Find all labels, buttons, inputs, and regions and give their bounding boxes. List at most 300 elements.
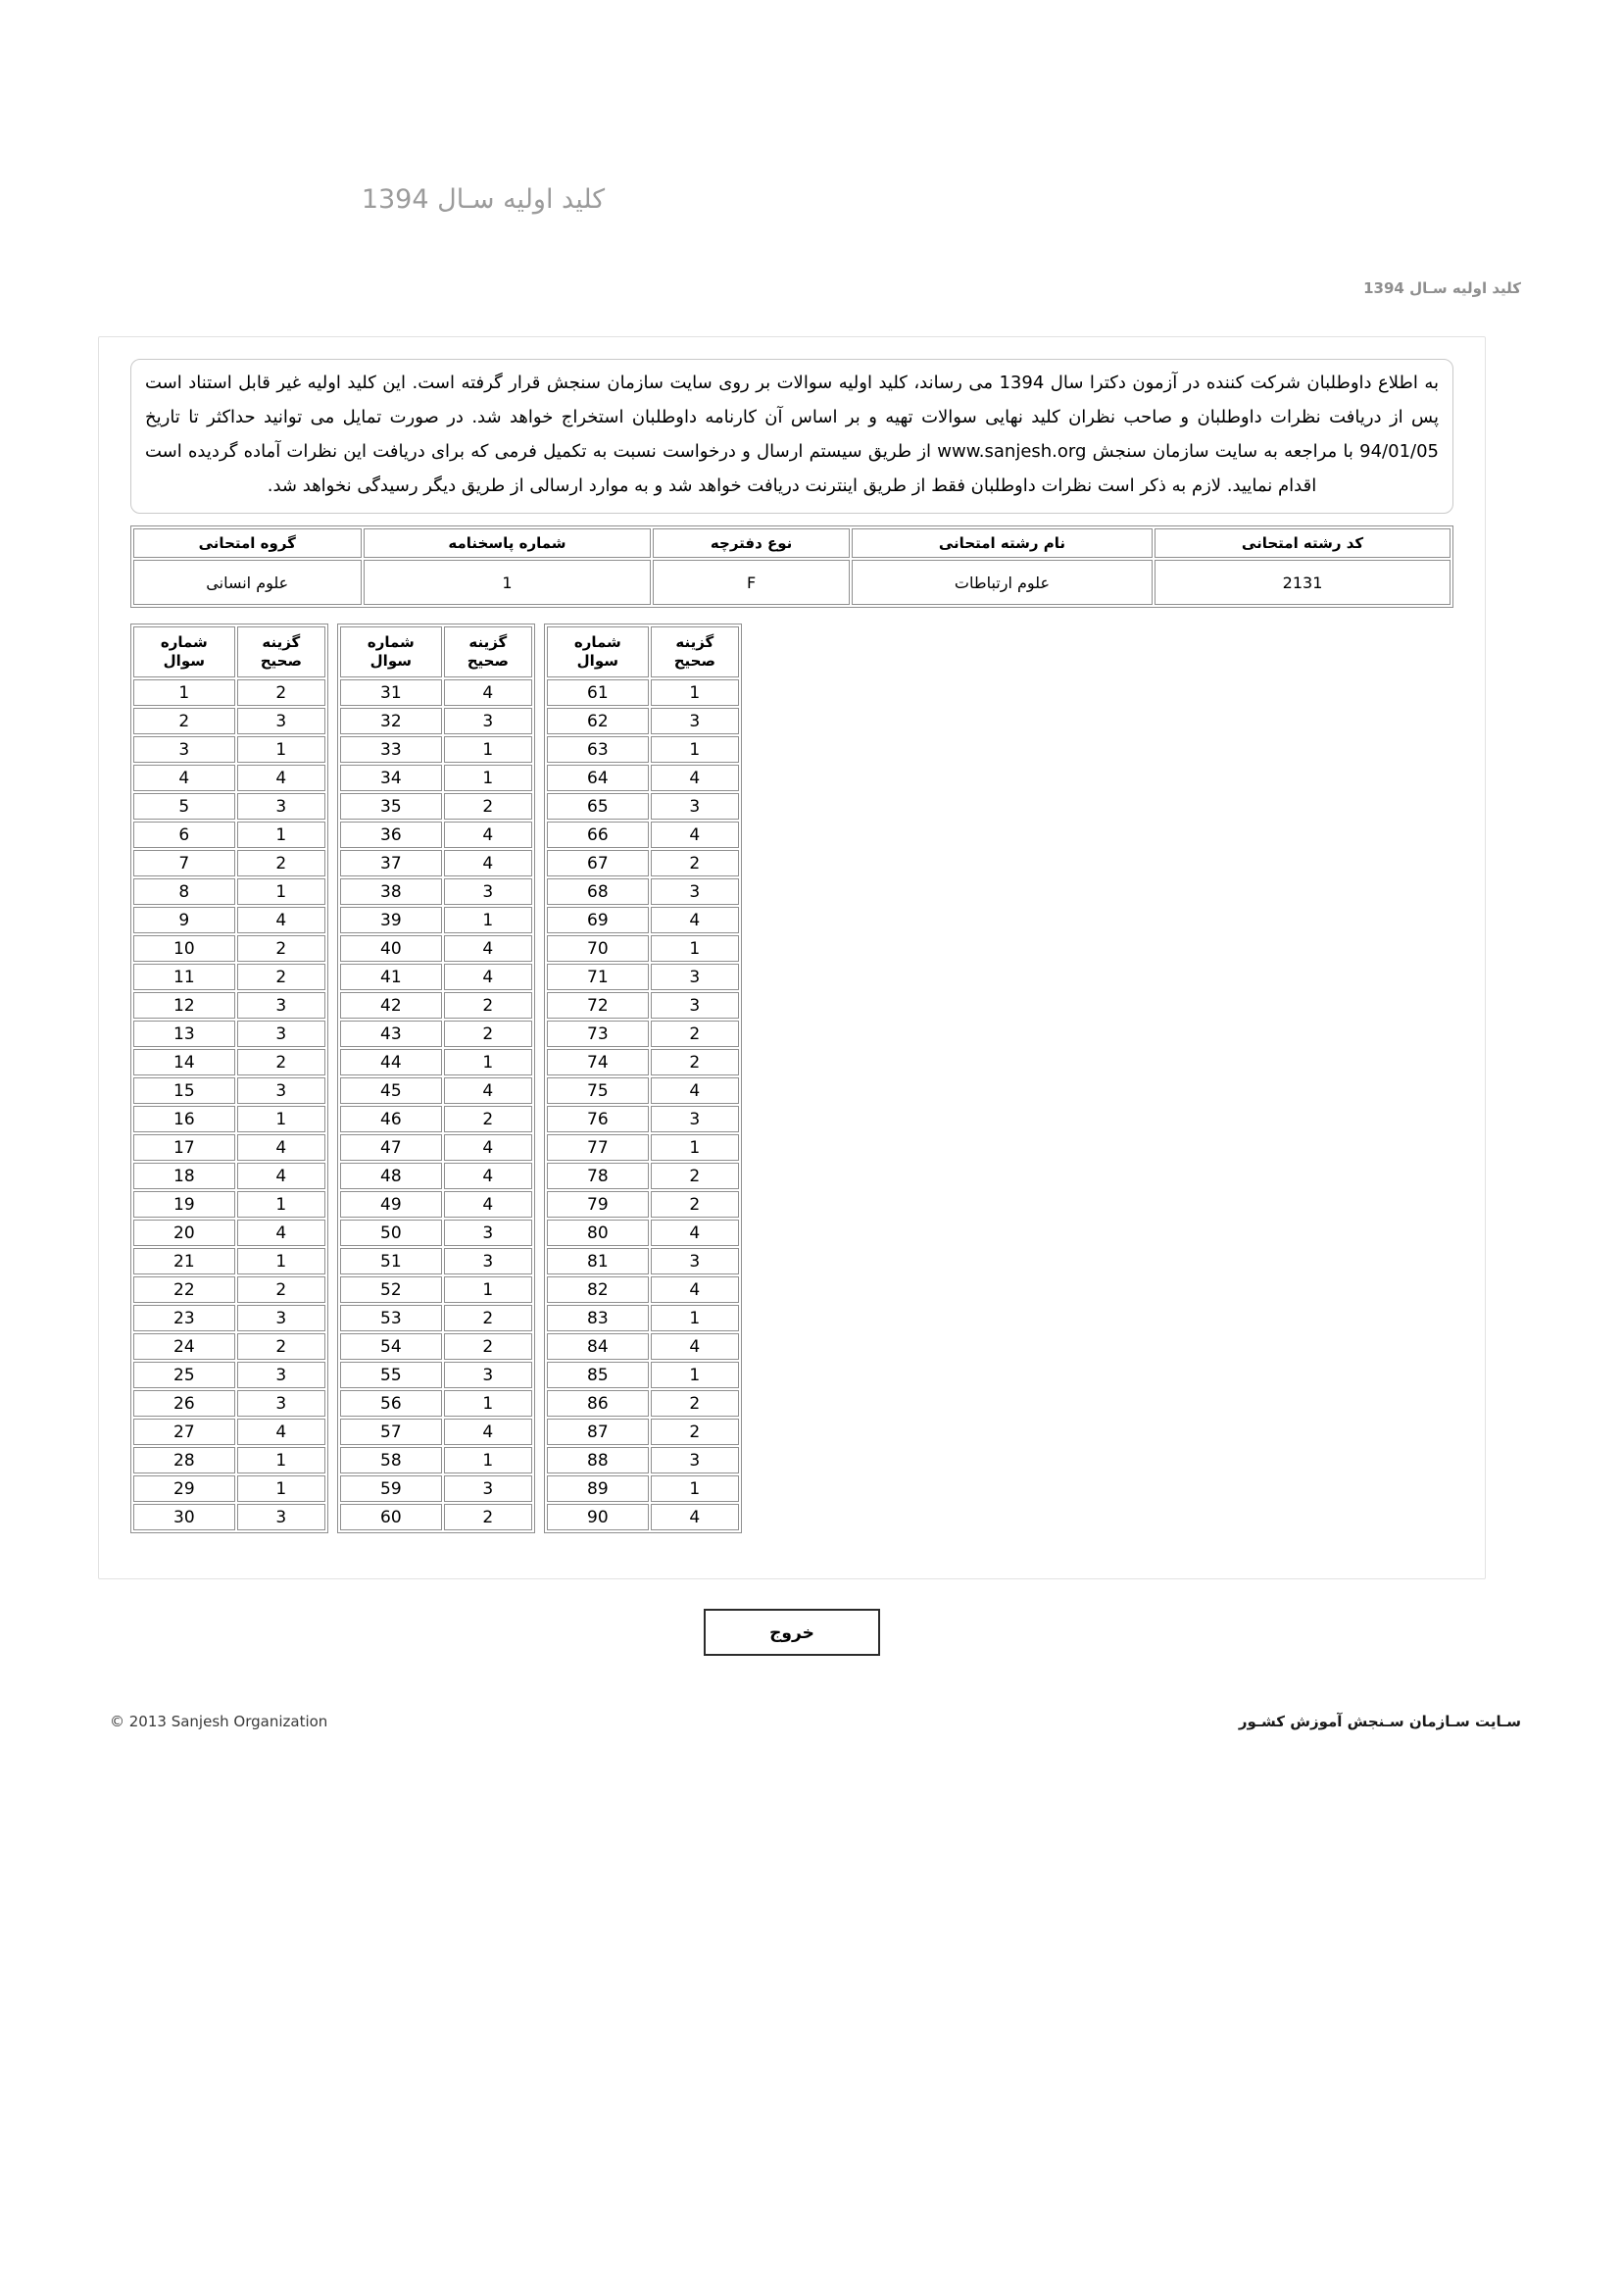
correct-option-cell: 1 (444, 1390, 532, 1417)
question-number-cell: 80 (547, 1220, 649, 1246)
question-number-cell: 57 (340, 1419, 442, 1445)
answer-table-3 (544, 624, 742, 1533)
question-number-cell: 25 (133, 1362, 235, 1388)
answer-header-line1: گزینه (468, 632, 508, 651)
correct-option-cell: 3 (444, 1475, 532, 1502)
correct-option-cell: 2 (444, 1305, 532, 1331)
answer-row (547, 907, 739, 933)
answer-row (547, 1305, 739, 1331)
question-number-cell: 88 (547, 1447, 649, 1473)
correct-option-cell: 1 (444, 907, 532, 933)
correct-option-cell: 2 (237, 850, 325, 876)
correct-option-cell: 1 (237, 1447, 325, 1473)
question-number-cell: 63 (547, 736, 649, 763)
question-number-cell: 34 (340, 765, 442, 791)
correct-option-cell: 4 (444, 964, 532, 990)
correct-option-cell: 1 (651, 1305, 739, 1331)
question-number-cell: 47 (340, 1134, 442, 1161)
question-number-cell: 3 (133, 736, 235, 763)
question-header-line1: شماره (367, 632, 415, 651)
question-number-cell: 7 (133, 850, 235, 876)
answer-row (133, 1276, 325, 1303)
question-number-cell: 75 (547, 1077, 649, 1104)
correct-option-cell: 3 (237, 1362, 325, 1388)
question-number-cell: 58 (340, 1447, 442, 1473)
correct-option-cell: 4 (651, 822, 739, 848)
info-header-exam-code: کد رشته امتحانی (1155, 528, 1451, 558)
info-header-answersheet-number: شماره پاسخنامه (364, 528, 652, 558)
page-title: کلید اولیه سـال 1394 (361, 184, 606, 215)
correct-option-cell: 3 (444, 1248, 532, 1274)
answer-row (340, 1276, 532, 1303)
correct-option-cell: 1 (444, 736, 532, 763)
question-header-line1: شماره (573, 632, 621, 651)
answer-header-line1: گزینه (262, 632, 301, 651)
question-number-cell: 61 (547, 679, 649, 706)
correct-option-cell: 3 (237, 1021, 325, 1047)
answer-row (547, 1106, 739, 1132)
question-number-cell: 89 (547, 1475, 649, 1502)
question-number-cell: 35 (340, 793, 442, 820)
question-number-cell: 87 (547, 1419, 649, 1445)
question-number-cell: 67 (547, 850, 649, 876)
correct-option-cell: 3 (651, 1106, 739, 1132)
answer-row (547, 679, 739, 706)
correct-option-cell: 3 (651, 793, 739, 820)
correct-option-cell: 2 (651, 1021, 739, 1047)
correct-option-cell: 3 (237, 1504, 325, 1530)
correct-option-cell: 1 (237, 1475, 325, 1502)
question-number-cell: 65 (547, 793, 649, 820)
correct-option-cell: 3 (444, 708, 532, 734)
answer-row (547, 1163, 739, 1189)
info-value-row (133, 560, 1451, 605)
question-number-cell: 40 (340, 935, 442, 962)
question-number-cell: 70 (547, 935, 649, 962)
correct-option-cell: 2 (651, 1049, 739, 1075)
correct-option-cell: 3 (651, 878, 739, 905)
answer-row (340, 765, 532, 791)
correct-option-cell: 3 (651, 992, 739, 1019)
correct-option-cell: 4 (444, 1419, 532, 1445)
question-number-cell: 29 (133, 1475, 235, 1502)
question-number-header (133, 626, 235, 677)
answer-table-2 (337, 624, 535, 1533)
question-number-header (547, 626, 649, 677)
answer-row (547, 1021, 739, 1047)
correct-option-cell: 1 (237, 736, 325, 763)
info-value-field-name: علوم ارتباطات (852, 560, 1153, 605)
correct-option-cell: 3 (237, 793, 325, 820)
answer-row (133, 1419, 325, 1445)
answer-row (340, 1021, 532, 1047)
correct-option-cell: 2 (651, 1191, 739, 1218)
question-number-cell: 66 (547, 822, 649, 848)
answer-row (133, 1362, 325, 1388)
answer-row (547, 850, 739, 876)
correct-option-cell: 2 (651, 1419, 739, 1445)
answer-row (133, 1163, 325, 1189)
question-header-line2: سوال (369, 652, 412, 670)
correct-option-cell: 4 (444, 1077, 532, 1104)
question-number-cell: 26 (133, 1390, 235, 1417)
question-number-cell: 53 (340, 1305, 442, 1331)
correct-option-cell: 2 (444, 1504, 532, 1530)
notice-text: به اطلاع داوطلبان شرکت کننده در آزمون دکترا سال 1394 می رساند، کلید اولیه سوالات بر روی سایت سازمان سنجش قرار گرفته است. این کلید اولیه غیر قابل استناد است پس از دریافت نظرات داوطلبان و صاحب نظران کلید نهایی سوالات تهیه و بر اساس آن کارنامه داوطلبان استخراج خواهد شد. در صورت تمایل می توانید حداکثر تا تاریخ 94/01/05 با مراجعه به سایت سازمان سنجش www.sanjesh.org از طریق سیستم ارسال و درخواست نسبت به تکمیل فرمی که برای دریافت این نظرات آماده گردیده است اقدام نمایید. لازم به ذکر است نظرات داوطلبان فقط از طریق اینترنت دریافت خواهد شد و به موارد ارسالی از طریق دیگر رسیدگی نخواهد شد. (145, 373, 1439, 496)
question-number-cell: 11 (133, 964, 235, 990)
question-number-cell: 43 (340, 1021, 442, 1047)
answer-row (340, 1163, 532, 1189)
question-number-cell: 51 (340, 1248, 442, 1274)
question-number-cell: 81 (547, 1248, 649, 1274)
answer-row (133, 1077, 325, 1104)
question-number-cell: 4 (133, 765, 235, 791)
answer-row (340, 1191, 532, 1218)
question-number-cell: 42 (340, 992, 442, 1019)
correct-option-cell: 1 (444, 765, 532, 791)
correct-option-cell: 4 (651, 1504, 739, 1530)
answer-row (547, 1276, 739, 1303)
correct-option-cell: 4 (651, 765, 739, 791)
correct-option-cell: 4 (651, 1077, 739, 1104)
correct-option-cell: 4 (444, 1163, 532, 1189)
answer-row (340, 1220, 532, 1246)
correct-option-cell: 4 (237, 1220, 325, 1246)
correct-option-cell: 2 (237, 1049, 325, 1075)
correct-option-cell: 1 (651, 736, 739, 763)
answer-row (133, 1390, 325, 1417)
answer-row (133, 992, 325, 1019)
answer-row (547, 708, 739, 734)
correct-option-header (237, 626, 325, 677)
question-number-cell: 13 (133, 1021, 235, 1047)
question-number-cell: 32 (340, 708, 442, 734)
correct-option-cell: 4 (237, 765, 325, 791)
correct-option-cell: 1 (444, 1447, 532, 1473)
answer-row (340, 1447, 532, 1473)
correct-option-cell: 2 (444, 1333, 532, 1360)
answer-row (547, 1475, 739, 1502)
answer-row (340, 1475, 532, 1502)
correct-option-header (651, 626, 739, 677)
answer-row (340, 1049, 532, 1075)
correct-option-cell: 2 (444, 1106, 532, 1132)
answer-row (547, 765, 739, 791)
correct-option-cell: 2 (237, 1276, 325, 1303)
answer-row (547, 1390, 739, 1417)
question-number-cell: 33 (340, 736, 442, 763)
answer-row (340, 1362, 532, 1388)
answer-row (547, 1362, 739, 1388)
correct-option-cell: 4 (651, 1333, 739, 1360)
question-number-cell: 77 (547, 1134, 649, 1161)
info-value-booklet-type: F (653, 560, 849, 605)
correct-option-cell: 4 (444, 1134, 532, 1161)
answer-row (133, 935, 325, 962)
answer-row (340, 1333, 532, 1360)
correct-option-cell: 4 (651, 1220, 739, 1246)
correct-option-cell: 1 (651, 679, 739, 706)
question-number-cell: 62 (547, 708, 649, 734)
info-value-exam-group: علوم انسانی (133, 560, 362, 605)
answer-row (133, 708, 325, 734)
answer-row (133, 1333, 325, 1360)
answer-row (340, 1504, 532, 1530)
question-number-cell: 2 (133, 708, 235, 734)
correct-option-cell: 3 (651, 1248, 739, 1274)
correct-option-cell: 4 (444, 1191, 532, 1218)
question-number-cell: 45 (340, 1077, 442, 1104)
info-header-row (133, 528, 1451, 558)
answer-header-line2: صحیح (673, 652, 715, 670)
question-number-cell: 16 (133, 1106, 235, 1132)
question-number-cell: 83 (547, 1305, 649, 1331)
answer-row (547, 964, 739, 990)
answer-row (547, 1220, 739, 1246)
correct-option-cell: 1 (651, 1134, 739, 1161)
answer-row (340, 964, 532, 990)
question-number-cell: 82 (547, 1276, 649, 1303)
site-name-text: سـایت سـازمان سـنجش آموزش کشـور (1238, 1713, 1521, 1730)
answer-row (133, 907, 325, 933)
answer-row (340, 1248, 532, 1274)
correct-option-cell: 1 (237, 1248, 325, 1274)
answer-row (340, 708, 532, 734)
answer-row (547, 1049, 739, 1075)
answer-row (133, 1134, 325, 1161)
question-number-cell: 49 (340, 1191, 442, 1218)
answer-row (133, 1106, 325, 1132)
answer-row (547, 992, 739, 1019)
correct-option-cell: 3 (444, 1220, 532, 1246)
answer-row (133, 964, 325, 990)
answer-row (133, 1248, 325, 1274)
question-number-cell: 46 (340, 1106, 442, 1132)
exam-info-table (130, 525, 1453, 608)
question-number-cell: 24 (133, 1333, 235, 1360)
answer-row (340, 878, 532, 905)
question-number-cell: 10 (133, 935, 235, 962)
correct-option-cell: 4 (444, 679, 532, 706)
question-number-cell: 1 (133, 679, 235, 706)
question-number-cell: 48 (340, 1163, 442, 1189)
question-number-cell: 52 (340, 1276, 442, 1303)
correct-option-cell: 2 (237, 679, 325, 706)
question-number-cell: 64 (547, 765, 649, 791)
answer-row (340, 822, 532, 848)
correct-option-cell: 2 (237, 964, 325, 990)
question-number-cell: 69 (547, 907, 649, 933)
question-number-cell: 84 (547, 1333, 649, 1360)
question-number-cell: 27 (133, 1419, 235, 1445)
question-number-cell: 59 (340, 1475, 442, 1502)
correct-option-cell: 2 (651, 1390, 739, 1417)
question-header-line2: سوال (576, 652, 618, 670)
answer-row (133, 1504, 325, 1530)
question-number-cell: 50 (340, 1220, 442, 1246)
correct-option-cell: 3 (237, 992, 325, 1019)
answer-row (340, 850, 532, 876)
answer-header-line1: گزینه (675, 632, 714, 651)
question-number-cell: 8 (133, 878, 235, 905)
answer-tables-section (130, 624, 1453, 1533)
question-number-cell: 90 (547, 1504, 649, 1530)
answer-row (133, 1021, 325, 1047)
exit-button[interactable]: خروج (704, 1609, 880, 1656)
question-number-cell: 41 (340, 964, 442, 990)
info-header-exam-group: گروه امتحانی (133, 528, 362, 558)
answer-row (133, 850, 325, 876)
answer-row (547, 736, 739, 763)
correct-option-cell: 1 (651, 935, 739, 962)
question-number-cell: 68 (547, 878, 649, 905)
answer-header-line2: صحیح (260, 652, 302, 670)
question-number-cell: 38 (340, 878, 442, 905)
question-number-cell: 6 (133, 822, 235, 848)
answer-row (340, 1390, 532, 1417)
question-number-cell: 76 (547, 1106, 649, 1132)
answer-row (547, 878, 739, 905)
answer-row (547, 1333, 739, 1360)
answer-row (133, 1447, 325, 1473)
correct-option-cell: 3 (237, 1077, 325, 1104)
answer-header-row (547, 626, 739, 677)
question-number-cell: 85 (547, 1362, 649, 1388)
answer-header-row (133, 626, 325, 677)
answer-row (340, 736, 532, 763)
correct-option-cell: 4 (237, 1134, 325, 1161)
answer-table-1 (130, 624, 328, 1533)
answer-row (547, 1419, 739, 1445)
correct-option-cell: 3 (237, 1305, 325, 1331)
question-number-cell: 37 (340, 850, 442, 876)
answer-row (133, 1475, 325, 1502)
correct-option-cell: 2 (651, 850, 739, 876)
answer-row (133, 793, 325, 820)
correct-option-cell: 4 (237, 907, 325, 933)
answer-row (340, 907, 532, 933)
answer-row (133, 679, 325, 706)
answer-row (547, 822, 739, 848)
question-number-cell: 30 (133, 1504, 235, 1530)
correct-option-cell: 2 (237, 935, 325, 962)
correct-option-cell: 2 (444, 793, 532, 820)
section-title: کلید اولیه سـال 1394 (1363, 279, 1521, 297)
correct-option-header (444, 626, 532, 677)
correct-option-cell: 2 (444, 992, 532, 1019)
answer-row (133, 1305, 325, 1331)
correct-option-cell: 3 (651, 708, 739, 734)
answer-row (133, 765, 325, 791)
correct-option-cell: 4 (444, 935, 532, 962)
answer-row (340, 1106, 532, 1132)
correct-option-cell: 1 (651, 1475, 739, 1502)
correct-option-cell: 3 (237, 1390, 325, 1417)
answer-row (547, 1191, 739, 1218)
answer-row (133, 1191, 325, 1218)
answer-row (133, 1220, 325, 1246)
content-panel (98, 336, 1486, 1579)
question-number-cell: 60 (340, 1504, 442, 1530)
correct-option-cell: 3 (237, 708, 325, 734)
question-number-cell: 31 (340, 679, 442, 706)
info-value-exam-code: 2131 (1155, 560, 1451, 605)
info-header-booklet-type: نوع دفترچه (653, 528, 849, 558)
answer-row (547, 1134, 739, 1161)
info-value-answersheet-number: 1 (364, 560, 652, 605)
question-number-cell: 20 (133, 1220, 235, 1246)
question-number-cell: 72 (547, 992, 649, 1019)
correct-option-cell: 1 (444, 1049, 532, 1075)
question-number-cell: 71 (547, 964, 649, 990)
question-number-cell: 21 (133, 1248, 235, 1274)
answer-row (133, 736, 325, 763)
answer-row (340, 1419, 532, 1445)
question-number-cell: 12 (133, 992, 235, 1019)
answer-row (340, 1305, 532, 1331)
question-number-cell: 23 (133, 1305, 235, 1331)
question-number-cell: 54 (340, 1333, 442, 1360)
correct-option-cell: 1 (237, 878, 325, 905)
question-number-cell: 74 (547, 1049, 649, 1075)
question-number-cell: 36 (340, 822, 442, 848)
correct-option-cell: 2 (237, 1333, 325, 1360)
question-number-cell: 55 (340, 1362, 442, 1388)
correct-option-cell: 4 (237, 1419, 325, 1445)
correct-option-cell: 4 (651, 907, 739, 933)
info-header-field-name: نام رشته امتحانی (852, 528, 1153, 558)
question-number-cell: 28 (133, 1447, 235, 1473)
question-header-line2: سوال (163, 652, 205, 670)
question-number-cell: 78 (547, 1163, 649, 1189)
correct-option-cell: 3 (651, 964, 739, 990)
correct-option-cell: 4 (651, 1276, 739, 1303)
answer-row (547, 935, 739, 962)
correct-option-cell: 3 (651, 1447, 739, 1473)
answer-row (133, 822, 325, 848)
answer-row (340, 1077, 532, 1104)
correct-option-cell: 1 (444, 1276, 532, 1303)
copyright-text: © 2013 Sanjesh Organization (110, 1713, 328, 1730)
question-number-cell: 19 (133, 1191, 235, 1218)
answer-row (133, 1049, 325, 1075)
question-number-cell: 56 (340, 1390, 442, 1417)
answer-row (133, 878, 325, 905)
correct-option-cell: 4 (237, 1163, 325, 1189)
correct-option-cell: 2 (651, 1163, 739, 1189)
correct-option-cell: 2 (444, 1021, 532, 1047)
answer-row (340, 793, 532, 820)
question-number-cell: 44 (340, 1049, 442, 1075)
question-number-cell: 15 (133, 1077, 235, 1104)
answer-row (340, 935, 532, 962)
footer (0, 1713, 1623, 1730)
answer-row (547, 793, 739, 820)
question-number-cell: 86 (547, 1390, 649, 1417)
answer-row (547, 1504, 739, 1530)
answer-row (547, 1077, 739, 1104)
question-header-line1: شماره (160, 632, 208, 651)
button-row (98, 1609, 1486, 1656)
question-number-cell: 18 (133, 1163, 235, 1189)
question-number-cell: 39 (340, 907, 442, 933)
question-number-header (340, 626, 442, 677)
notice-box (130, 359, 1453, 514)
correct-option-cell: 1 (237, 1191, 325, 1218)
question-number-cell: 14 (133, 1049, 235, 1075)
answer-header-row (340, 626, 532, 677)
question-number-cell: 79 (547, 1191, 649, 1218)
